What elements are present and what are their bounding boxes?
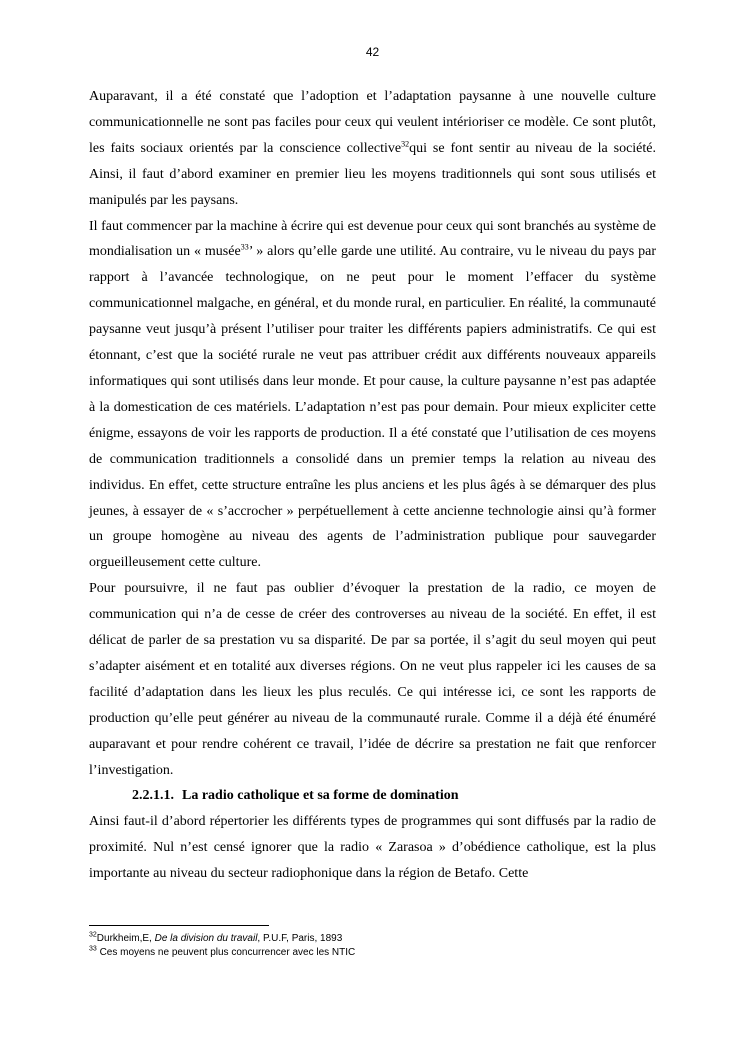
paragraph-2-text-a: Il faut commencer par la machine à écrire qui est devenue pour ceux qui sont branchés au système de mondialisation un « musée [89, 218, 656, 260]
paragraph-1 [89, 84, 656, 214]
section-heading [89, 783, 656, 809]
footnote-33-text: Ces moyens ne peuvent plus concurrencer avec les NTIC [96, 947, 356, 958]
footnotes [89, 932, 656, 960]
page-number: 42 [365, 45, 380, 59]
footnote-ref-33[interactable]: 33 [240, 242, 249, 252]
section-title: La radio catholique et sa forme de domination [182, 788, 459, 804]
footnote-separator [89, 925, 269, 926]
footnote-33 [89, 946, 656, 960]
footnote-ref-32[interactable]: 32 [401, 139, 410, 149]
footnote-32 [89, 932, 656, 946]
paragraph-4: Ainsi faut-il d’abord répertorier les différents types de programmes qui sont diffusés par la radio de proximité. Nul n’est censé ignorer que la radio « Zarasoa » d’obédience catholique, est la plus importante au niveau du secteur radiophonique dans la région de Betafo. Cette [89, 814, 656, 882]
body-text [89, 84, 656, 887]
footnote-33-marker: 33 [89, 945, 97, 953]
footnote-32-title: De la division du travail [154, 933, 258, 944]
section-number: 2.2.1.1. [132, 788, 174, 804]
footnote-32-marker: 32 [89, 931, 97, 939]
paragraph-3: Pour poursuivre, il ne faut pas oublier d’évoquer la prestation de la radio, ce moyen de communication qui n’a de cesse de créer des controverses au niveau de la société. En effet, il est délicat de parler de sa prestation vu sa disparité. De par sa portée, il s’agit du seul moyen qui peut s’adapter aisément et en totalité aux diverses régions. On ne veut plus rappeler ici les causes de sa facilité d’adaptation dans les lieux les plus reculés. Ce qui intéresse ici, ce sont les rapports de production qu’elle peut générer au niveau de la communauté rurale. Comme il a déjà été énuméré auparavant et pour rendre cohérent ce travail, l’idée de décrire sa prestation ne fait que renforcer l’investigation. [89, 581, 656, 778]
paragraph-1-text-a: Auparavant, il a été constaté que l’adoption et l’adaptation paysanne à une nouvelle culture communicationnelle ne sont pas faciles pour ceux qui veulent intérioriser ce modèle. Ce sont plutôt, les faits sociaux orientés par la conscience collective [89, 89, 656, 156]
footnote-32-author: Durkheim,E, [96, 933, 155, 944]
paragraph-1-text-b: qui se font sentir au niveau de la société. Ainsi, il faut d’abord examiner en premier lieu les moyens traditionnels qui sont sous utilisés et manipulés par les paysans. [89, 140, 656, 208]
paragraph-2-text-b: ’ » alors qu’elle garde une utilité. Au contraire, vu le niveau du pays par rapport à l’avancée technologique, on ne peut pour le moment l’effacer du système communicationnel malgache, en général, et du monde rural, en particulier. En réalité, la communauté paysanne veut jusqu’à présent l’utiliser pour traiter les différents papiers administratifs. Ce qui est étonnant, c’est que la société rurale ne veut pas attribuer crédit aux différents nouveaux appareils informatiques qui sont utilisés dans leur monde. Et pour cause, la culture paysanne n’est pas adaptée à la domestication de ces matériels. L’adaptation n’est pas pour demain. Pour mieux expliciter cette énigme, essayons de voir les rapports de production. Il a été constaté que l’utilisation de ces moyens de communication traditionnels a consolidé dans un premier temps la relation au niveau des individus. En effet, cette structure entraîne les plus anciens et les plus âgés à se démarquer des plus jeunes, à essayer de « s’accrocher » perpétuellement à cette ancienne technologie ainsi qu’à former un groupe homogène au niveau des agents de l’administration publique pour sauvegarder orgueilleusement cette culture. [89, 244, 656, 571]
paragraph-2 [89, 214, 656, 577]
footnote-32-rest: , P.U.F, Paris, 1893 [257, 933, 343, 944]
